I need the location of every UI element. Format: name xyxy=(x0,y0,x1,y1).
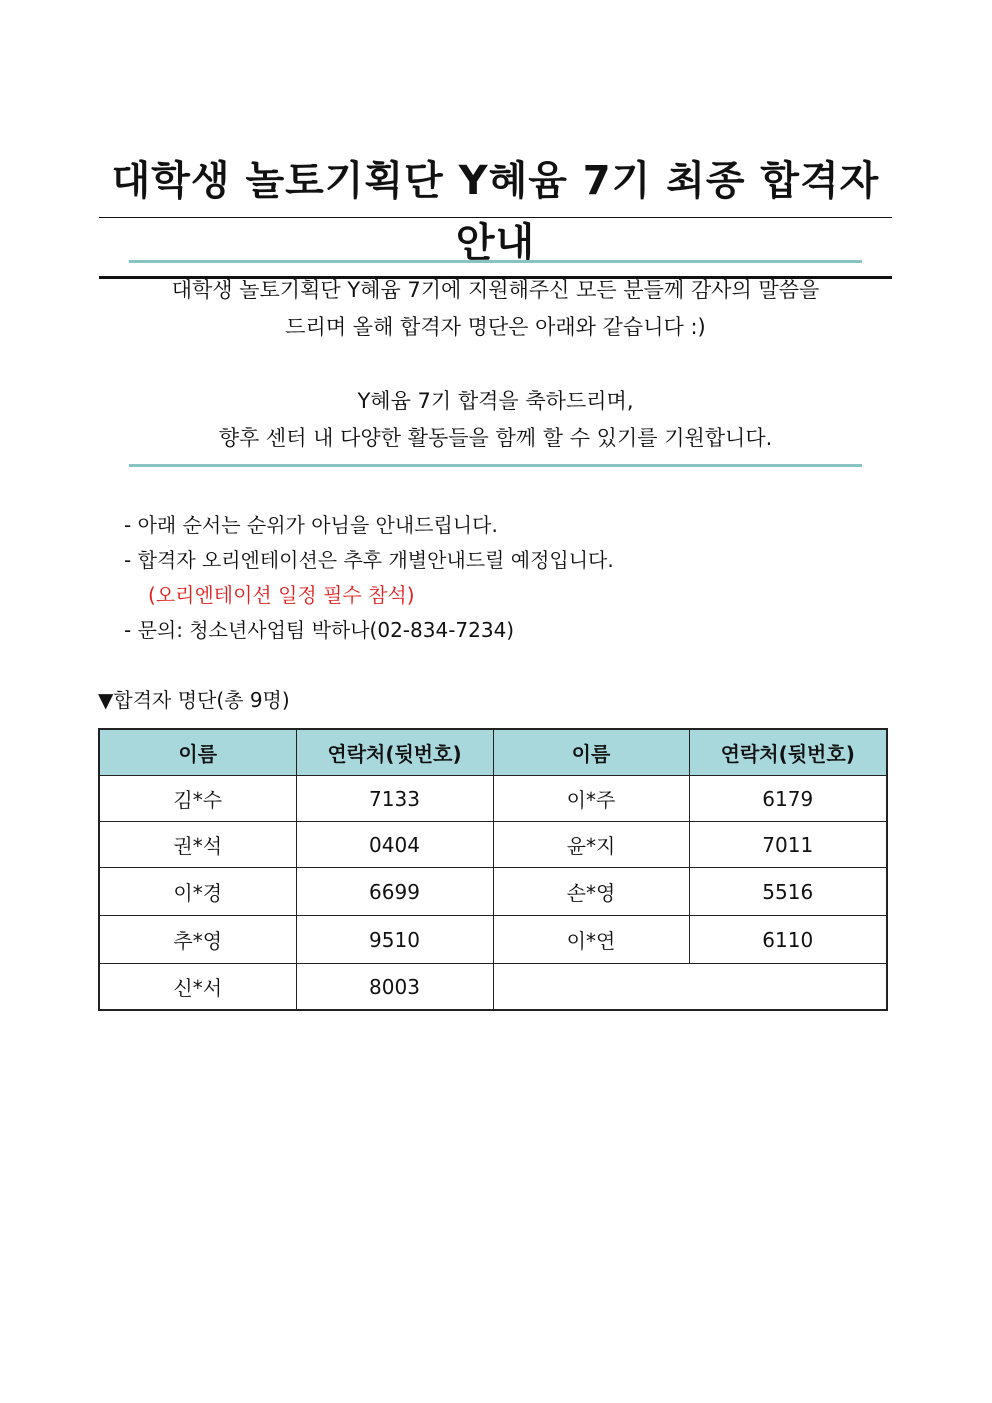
cell-contact: 7133 xyxy=(296,776,493,822)
cell-name: 김*수 xyxy=(99,776,296,822)
page-title: 대학생 놀토기획단 Y혜윰 7기 최종 합격자 안내 xyxy=(99,150,892,279)
table-row xyxy=(99,964,887,1011)
table-row xyxy=(99,916,887,964)
intro-line: 향후 센터 내 다양한 활동들을 함께 할 수 있기를 기원합니다. xyxy=(218,426,773,450)
intro-line: Y혜윰 7기 합격을 축하드리며, xyxy=(357,389,634,413)
intro-paragraph-congrats xyxy=(129,383,862,457)
roster-heading: ▼합격자 명단(총 9명) xyxy=(98,688,290,712)
title-double-underline xyxy=(99,217,892,218)
cell-contact: 9510 xyxy=(296,916,493,964)
divider-bottom xyxy=(129,464,862,467)
cell-contact: 0404 xyxy=(296,822,493,868)
table-row xyxy=(99,822,887,868)
notice-contact: - 문의: 청소년사업팀 박하나(02-834-7234) xyxy=(124,618,515,642)
intro-line: 대학생 놀토기획단 Y혜윰 7기에 지원해주신 모든 분들께 감사의 말씀을 xyxy=(171,278,820,302)
intro-line: 드리며 올해 합격자 명단은 아래와 같습니다 :) xyxy=(285,315,706,339)
column-header-contact: 연락처(뒷번호) xyxy=(689,729,887,776)
cell-contact: 8003 xyxy=(296,964,493,1011)
cell-name: 이*경 xyxy=(99,868,296,916)
cell-empty-merged xyxy=(493,964,887,1011)
table-row xyxy=(99,776,887,822)
table-row xyxy=(99,868,887,916)
cell-contact: 6699 xyxy=(296,868,493,916)
column-header-name: 이름 xyxy=(99,729,296,776)
cell-name: 손*영 xyxy=(493,868,689,916)
cell-name: 신*서 xyxy=(99,964,296,1011)
intro-paragraph-thanks xyxy=(129,272,862,346)
notice-list xyxy=(124,508,614,648)
table-header-row xyxy=(99,729,887,776)
cell-name: 추*영 xyxy=(99,916,296,964)
divider-top xyxy=(129,260,862,263)
column-header-name: 이름 xyxy=(493,729,689,776)
cell-contact: 7011 xyxy=(689,822,887,868)
roster-table xyxy=(98,728,888,1011)
cell-name: 권*석 xyxy=(99,822,296,868)
notice-item: - 아래 순서는 순위가 아님을 안내드립니다. xyxy=(124,513,498,537)
notice-item: - 합격자 오리엔테이션은 추후 개별안내드릴 예정입니다. xyxy=(124,548,614,572)
cell-contact: 6179 xyxy=(689,776,887,822)
column-header-contact: 연락처(뒷번호) xyxy=(296,729,493,776)
cell-contact: 6110 xyxy=(689,916,887,964)
cell-name: 이*연 xyxy=(493,916,689,964)
notice-mandatory-attendance: (오리엔테이션 일정 필수 참석) xyxy=(148,583,415,607)
cell-contact: 5516 xyxy=(689,868,887,916)
cell-name: 이*주 xyxy=(493,776,689,822)
cell-name: 윤*지 xyxy=(493,822,689,868)
